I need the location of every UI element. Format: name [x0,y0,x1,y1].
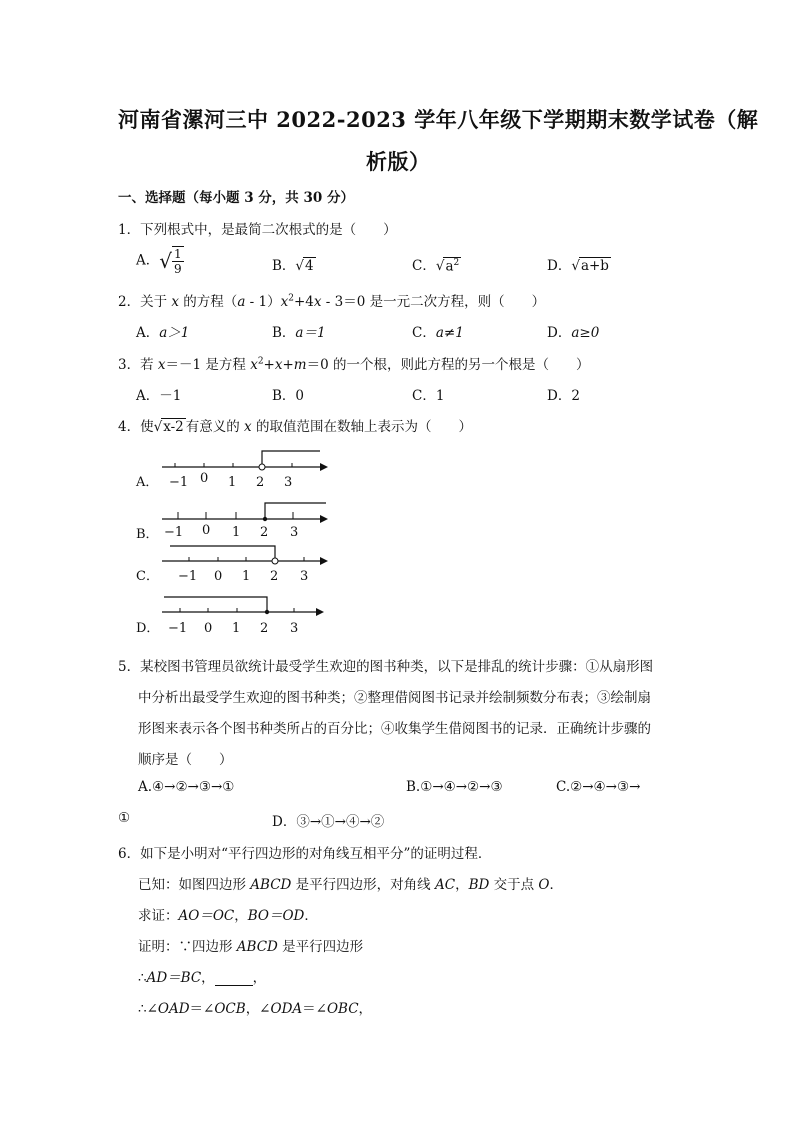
q4-c-arrow [320,557,328,565]
q4-c-tick-3: 3 [300,569,309,584]
question-6-known: 已知：如图四边形 ABCD 是平行四边形，对角线 AC，BD 交于点 O． [138,877,563,893]
q2-option-a: A．a＞1 [136,325,190,341]
question-5-line-1: 5．某校图书管理员欲统计最受学生欢迎的图书种类，以下是排乱的统计步骤：①从扇形图 [118,659,654,675]
q4-c-ray [170,546,275,561]
q4-c-tick-neg1: −1 [178,569,198,584]
q3-option-a: A．－1 [136,388,182,404]
q4-d-tick-3: 3 [290,621,299,636]
q4-d-solid-point [265,610,269,614]
question-4-stem: 4．使√x-2 有意义的 x 的取值范围在数轴上表示为（ ） [118,419,472,435]
q1-option-d: D．√a+b [547,258,609,274]
q5-option-c-continued: ① [118,810,131,826]
q2-option-b: B．a＝1 [272,325,326,341]
q2-option-d: D．a≥0 [547,325,600,341]
question-5-line-2: 中分析出最受学生欢迎的图书种类；②整理借阅图书记录并绘制频数分布表；③绘制扇 [138,690,651,706]
q1-option-a: A．√ $\frac{1}{9}$ [136,247,182,276]
question-6-prove: 求证：AO＝OC，BO＝OD． [138,908,318,924]
question-6-therefore-1: ∴AD＝BC， ， [138,970,267,986]
q5-option-c: C.②→④→③→ [556,779,641,795]
q4-d-ray [164,597,267,612]
q4-b-tick-0: 0 [202,523,211,538]
q4-d-arrow [316,608,324,616]
q4-a-tick-1: 1 [228,475,237,490]
q4-a-arrow [320,463,328,471]
q4-label-b: B． [136,527,159,542]
q4-c-tick-0: 0 [214,569,223,584]
q4-a-ray [262,451,320,467]
q1-option-b: B．√4 [272,258,314,274]
q4-label-a: A． [136,475,159,490]
q3-option-b: B．0 [272,388,305,404]
title-line-1: 河南省漯河三中 2022-2023 学年八年级下学期期末数学试卷（解 [118,107,759,132]
q4-d-tick-neg1: −1 [168,621,188,636]
question-6-proof: 证明：∵四边形 ABCD 是平行四边形 [138,939,364,955]
q4-a-tick-2: 2 [256,475,265,490]
section-heading: 一、选择题（每小题 3 分，共 30 分） [118,190,354,206]
q4-number-lines [130,440,350,640]
q4-b-ray [265,503,326,519]
question-5-line-4: 顺序是（ ） [138,752,233,768]
question-5-line-3: 形图来表示各个图书种类所占的百分比；④收集学生借阅图书的记录．正确统计步骤的 [138,721,651,737]
q5-option-d: D．③→①→④→② [272,814,385,830]
q4-b-arrow [320,515,328,523]
q4-d-tick-2: 2 [260,621,269,636]
question-1-stem: 1．下列根式中，是最简二次根式的是（ ） [118,222,397,238]
q4-b-solid-point [263,517,267,521]
question-2-stem: 2．关于 x 的方程$(a - 1)x^2+4x - 3=0$ 是一元二次方程，则（ ） [118,293,546,310]
q4-d-tick-1: 1 [232,621,241,636]
question-3-stem: 3．若 x＝－1 是方程 $x^2+x+m=0$ 的一个根，则此方程的另一个根是（ ） [118,356,590,373]
q5-option-b: B.①→④→②→③ [406,779,503,795]
q4-a-tick-neg1: −1 [169,475,189,490]
q3-option-c: C．1 [412,388,445,404]
q4-b-tick-3: 3 [290,525,299,540]
q4-a-tick-0: 0 [200,471,209,486]
question-6-therefore-2: ∴∠OAD＝∠OCB，∠ODA＝∠OBC， [138,1001,373,1017]
answer-blank[interactable] [215,973,253,986]
q3-option-d: D．2 [547,388,580,404]
q4-b-tick-1: 1 [232,525,241,540]
q4-a-open-point [259,464,265,470]
q4-b-tick-neg1: −1 [164,525,184,540]
q4-c-tick-1: 1 [242,569,251,584]
question-6-line-1: 6．如下是小明对“平行四边形的对角线互相平分”的证明过程． [118,846,492,862]
q4-c-tick-2: 2 [270,569,279,584]
q2-option-c: C．a≠1 [412,325,464,341]
q4-b-tick-2: 2 [260,525,269,540]
q4-d-tick-0: 0 [204,621,213,636]
q4-c-open-point [272,558,278,564]
title-line-2: 析版） [366,149,431,174]
q4-label-d: D． [136,621,160,636]
q4-label-c: C． [136,569,159,584]
q5-option-a: A.④→②→③→① [138,779,235,795]
q1-option-c: C．$√a^2$ [412,257,460,274]
q4-a-tick-3: 3 [284,475,293,490]
